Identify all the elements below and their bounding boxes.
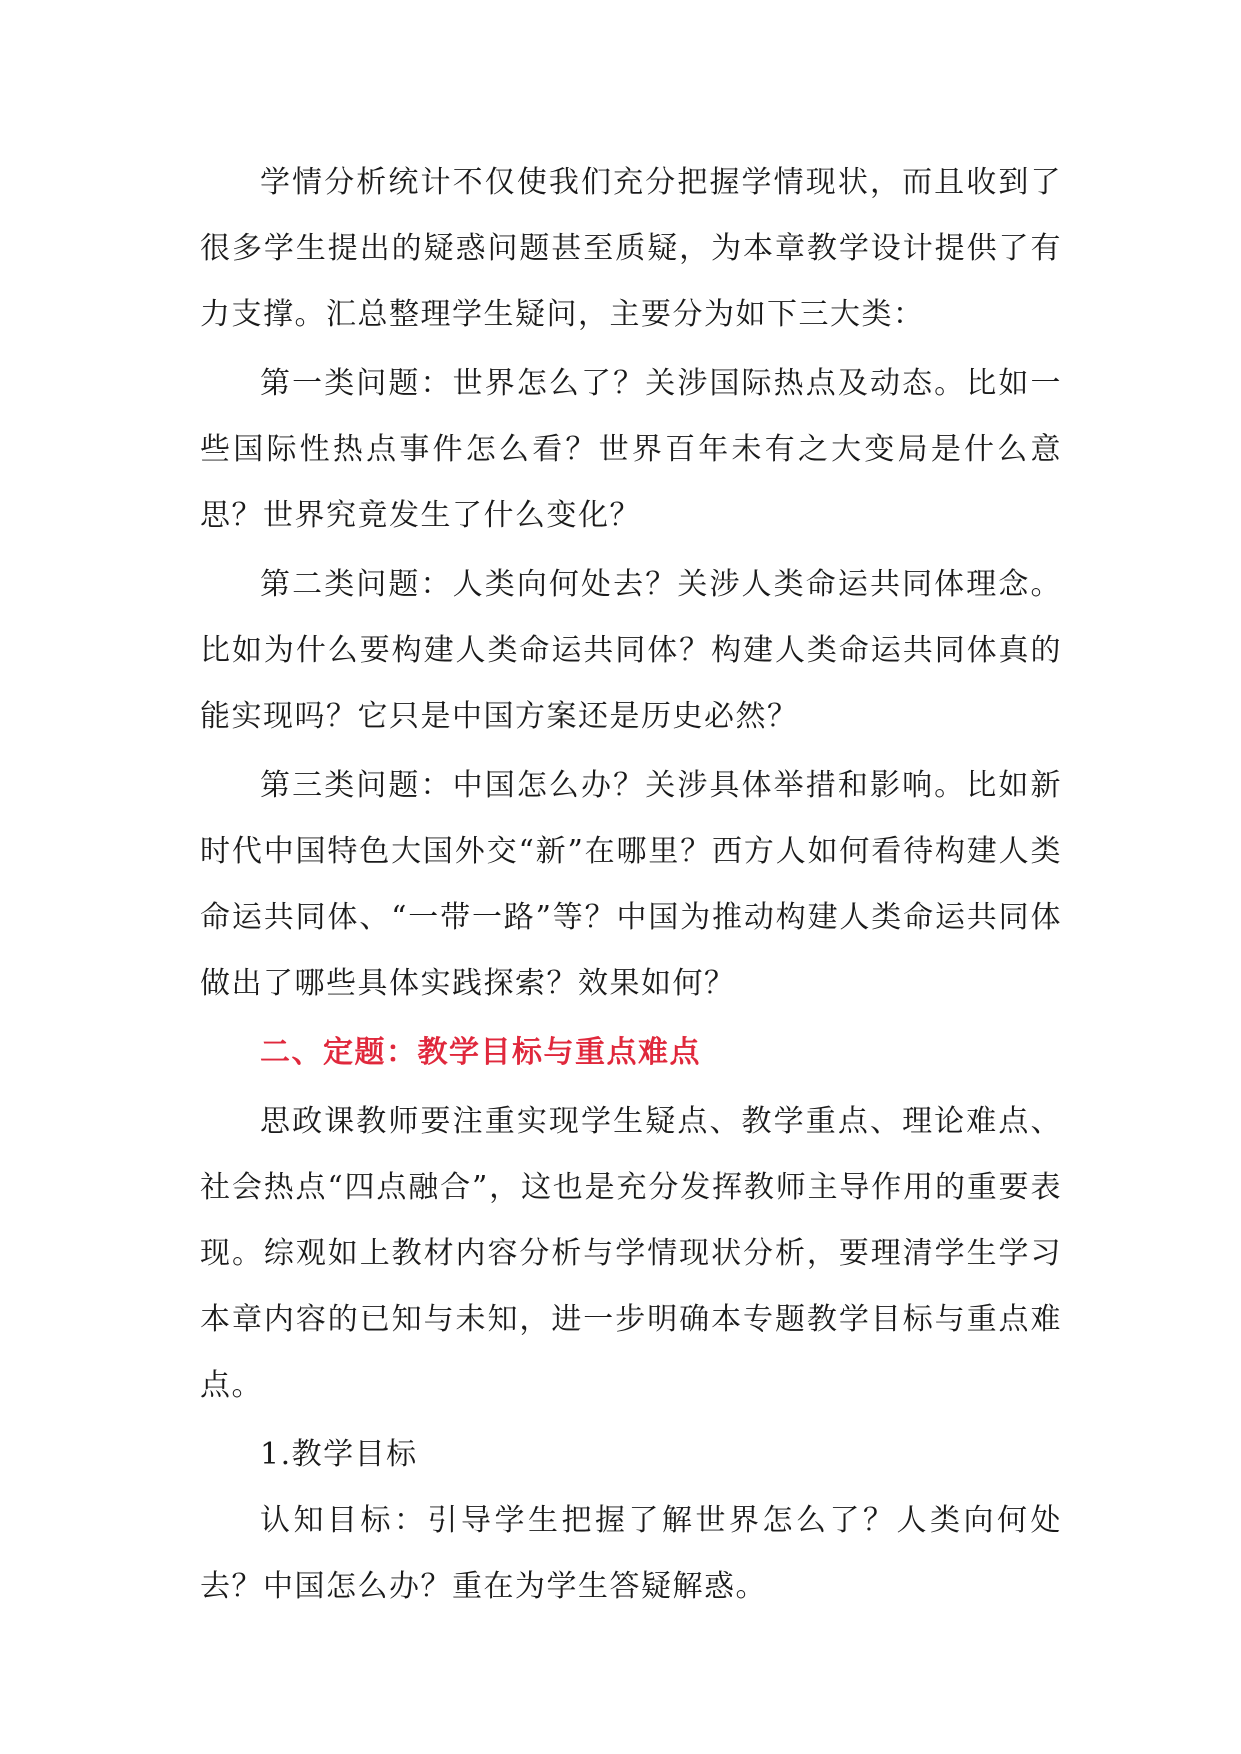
paragraph-four-points-fusion: 思政课教师要注重实现学生疑点、教学重点、理论难点、社会热点“四点融合”，这也是充分发挥教师主导作用的重要表现。综观如上教材内容分析与学情现状分析，要理清学生学习本章内容的已知与未知，进一步明确本专题教学目标与重点难点。 — [200, 1104, 1062, 1403]
paragraph-question-category-1: 第一类问题：世界怎么了？关涉国际热点及动态。比如一些国际性热点事件怎么看？世界百年未有之大变局是什么意思？世界究竟发生了什么变化？ — [200, 366, 1062, 533]
paragraph-question-category-2: 第二类问题：人类向何处去？关涉人类命运共同体理念。比如为什么要构建人类命运共同体？构建人类命运共同体真的能实现吗？它只是中国方案还是历史必然？ — [200, 567, 1062, 734]
paragraph-cognitive-goal: 认知目标：引导学生把握了解世界怎么了？人类向何处去？中国怎么办？重在为学生答疑解惑。 — [200, 1503, 1062, 1604]
paragraph-student-questions-intro: 学情分析统计不仅使我们充分把握学情现状，而且收到了很多学生提出的疑惑问题甚至质疑，为本章教学设计提供了有力支撑。汇总整理学生疑问，主要分为如下三大类： — [200, 165, 1062, 332]
subheading-teaching-goals: 1.教学目标 — [260, 1437, 418, 1472]
document-page — [200, 150, 1062, 1623]
section-heading: 二、定题：教学目标与重点难点 — [260, 1035, 701, 1070]
paragraph-question-category-3: 第三类问题：中国怎么办？关涉具体举措和影响。比如新时代中国特色大国外交“新”在哪里？西方人如何看待构建人类命运共同体、“一带一路”等？中国为推动构建人类命运共同体做出了哪些具体实践探索？效果如何？ — [200, 768, 1062, 1001]
